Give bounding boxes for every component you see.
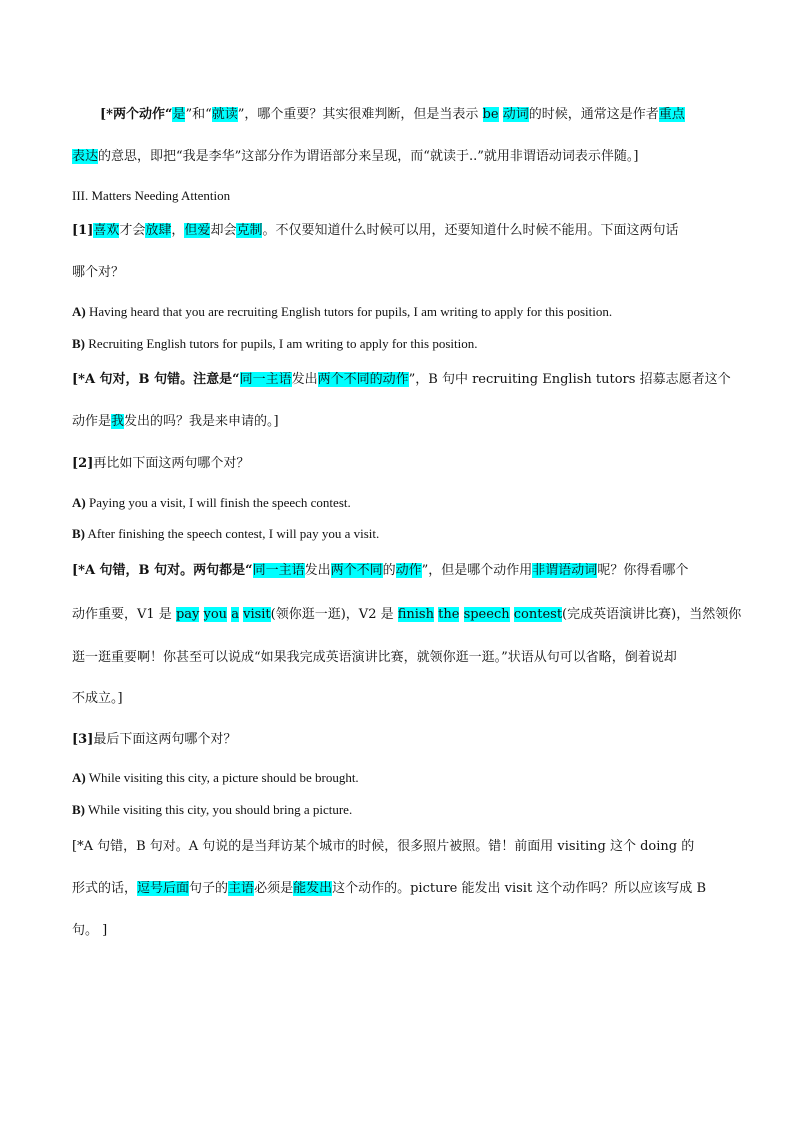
q2-answer-line-4: 不成立。] [72,691,123,706]
explanation-line-1: [*两个动作“是”和“就读”，哪个重要？其实很难判断，但是当表示 be 动词的时候，通常这是作者重点 [100,107,685,122]
highlight: 就读 [211,107,238,122]
highlight: 克制 [236,223,263,238]
q2-option-b: B) After finishing the speech contest, I will pay you a visit. [72,526,380,541]
q1-option-b: B) Recruiting English tutors for pupils, I am writing to apply for this position. [72,336,478,351]
highlight: 动作 [395,563,422,578]
q1-answer-line-1: [*A 句对，B 句错。注意是“同一主语发出两个不同的动作”，B 句中 recruiting English tutors 招募志愿者这个 [72,372,731,387]
highlight: 是 [172,107,186,122]
highlight: 逗号后面 [137,881,190,896]
q2-answer-line-3: 逛一逛重要啊！你甚至可以说成“如果我完成英语演讲比赛，就领你逛一逛。”状语从句可以省略，倒着说却 [72,650,677,665]
highlight: 重点 [658,107,685,122]
question-3-line-1: [3]最后下面这两句哪个对？ [72,732,237,747]
highlight: 表达 [72,149,99,164]
highlight: 动词 [502,107,529,122]
highlight: contest [513,607,563,622]
q1-option-a: A) Having heard that you are recruiting English tutors for pupils, I am writing to apply for this position. [72,304,613,319]
highlight: 同一主语 [252,563,305,578]
highlight: pay [175,607,200,622]
q3-answer-line-3: 句。 ] [72,923,108,938]
highlight: 能发出 [293,881,333,896]
q2-answer-line-1: [*A 句错，B 句对。两句都是“同一主语发出两个不同的动作”，但是哪个动作用非谓语动词呢？你得看哪个 [72,563,689,578]
highlight: finish [397,607,434,622]
highlight: you [203,607,228,622]
highlight: 非谓语动词 [532,563,598,578]
highlight: be [482,107,499,122]
highlight: 放肆 [145,223,172,238]
q3-answer-line-2: 形式的话，逗号后面句子的主语必须是能发出这个动作的。picture 能发出 visit 这个动作吗？所以应该写成 B [72,881,706,896]
question-1-line-2: 哪个对？ [72,265,125,280]
highlight: 两个不同的 [317,372,383,387]
q3-answer-line-1: [*A 句错，B 句对。A 句说的是当拜访某个城市的时候，很多照片被照。错！前面用 visiting 这个 doing 的 [72,839,695,854]
question-2-line-1: [2]再比如下面这两句哪个对？ [72,456,250,471]
q3-option-a: A) While visiting this city, a picture should be brought. [72,770,359,785]
highlight: a [231,607,239,622]
highlight: 但爱 [184,223,211,238]
highlight: 两个不同 [330,563,383,578]
q1-answer-line-2: 动作是我发出的吗？我是来申请的。] [72,414,279,429]
highlight: visit [243,607,271,622]
q2-option-a: A) Paying you a visit, I will finish the speech contest. [72,495,351,510]
highlight: speech [463,607,510,622]
question-1-line-1: [1]喜欢才会放肆，但爱却会克制。不仅要知道什么时候可以用，还要知道什么时候不能用。下面这两句话 [72,223,679,238]
highlight: 动作 [382,372,409,387]
q2-answer-line-2: 动作重要，V1 是 pay you a visit(领你逛一逛)，V2 是 finish the speech contest(完成英语演讲比赛)，当然领你 [72,607,742,622]
highlight: the [438,607,460,622]
q3-option-b: B) While visiting this city, you should bring a picture. [72,802,353,817]
highlight: 喜欢 [93,223,120,238]
highlight: 主语 [228,881,255,896]
highlight: 我 [111,414,125,429]
section-title: III. Matters Needing Attention [72,188,231,203]
highlight: 同一主语 [239,372,292,387]
explanation-line-2: 表达的意思，即把“我是李华”这部分作为谓语部分来呈现，而“就读于..”就用非谓语动词表示伴随。] [72,149,639,164]
